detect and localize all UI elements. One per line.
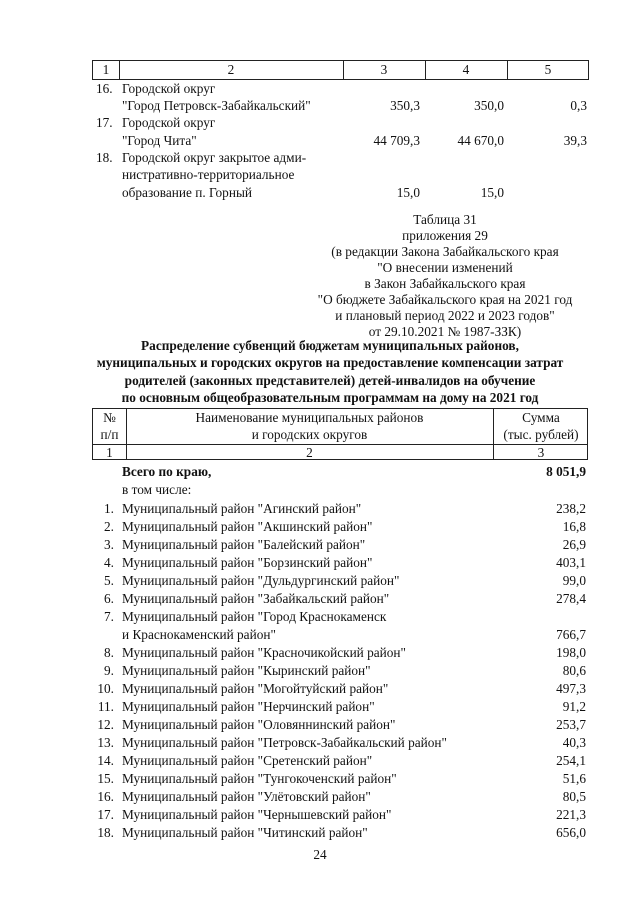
top-header-c2: 2 bbox=[227, 62, 235, 77]
row-name: Муниципальный район "Читинский район" bbox=[122, 825, 368, 840]
row-name: Муниципальный район "Город Краснокаменск bbox=[122, 609, 387, 624]
row-name: Муниципальный район "Оловяннинский район" bbox=[122, 717, 396, 732]
row-name-line: образование п. Горный bbox=[122, 185, 252, 200]
row-number: 18. bbox=[97, 825, 114, 840]
main-table-header bbox=[92, 408, 588, 460]
row-value: 403,1 bbox=[556, 555, 586, 570]
title-line: по основным общеобразовательным программам на дому на 2021 год bbox=[121, 390, 539, 405]
row-name-line: Городской округ закрытое адми- bbox=[122, 150, 307, 165]
row-name: Муниципальный район "Борзинский район" bbox=[122, 555, 373, 570]
row-number: 12. bbox=[97, 717, 114, 732]
row-name: Муниципальный район "Кыринский район" bbox=[122, 663, 371, 678]
index-c2: 2 bbox=[306, 445, 313, 460]
annex-line: и плановый период 2022 и 2023 годов" bbox=[335, 308, 555, 323]
row-name: и Краснокаменский район" bbox=[122, 627, 276, 642]
row-name: Муниципальный район "Дульдургинский район" bbox=[122, 573, 400, 588]
annex-line: "О бюджете Забайкальского края на 2021 год bbox=[317, 292, 573, 307]
row-name: Муниципальный район "Чернышевский район" bbox=[122, 807, 392, 822]
index-c1: 1 bbox=[106, 445, 113, 460]
row-value: 80,5 bbox=[562, 789, 586, 804]
row-number: 1. bbox=[104, 501, 114, 516]
row-number: 2. bbox=[104, 519, 114, 534]
row-name: Муниципальный район "Улётовский район" bbox=[122, 789, 371, 804]
top-header-c5: 5 bbox=[544, 62, 552, 77]
row-value: 40,3 bbox=[562, 735, 586, 750]
annex-line: (в редакции Закона Забайкальского края bbox=[331, 244, 559, 259]
row-number: 7. bbox=[104, 609, 114, 624]
page-number: 24 bbox=[313, 847, 327, 862]
row-name: Муниципальный район "Нерчинский район" bbox=[122, 699, 375, 714]
row-name-line: "Город Петровск-Забайкальский" bbox=[122, 98, 311, 113]
row-number: 18. bbox=[96, 150, 113, 165]
row-name: Муниципальный район "Тунгокоченский район" bbox=[122, 771, 397, 786]
title-line: родителей (законных представителей) детей-инвалидов на обучение bbox=[124, 373, 536, 388]
row-value: 198,0 bbox=[556, 645, 586, 660]
annex-line: в Закон Забайкальского края bbox=[364, 276, 526, 291]
row-number: 8. bbox=[104, 645, 114, 660]
header-sum-line: (тыс. рублей) bbox=[503, 427, 579, 442]
row-value: 656,0 bbox=[556, 825, 586, 840]
row-number: 4. bbox=[104, 555, 114, 570]
row-number: 17. bbox=[96, 115, 113, 130]
row-value: 254,1 bbox=[556, 753, 586, 768]
row-name: Муниципальный район "Могойтуйский район" bbox=[122, 681, 389, 696]
top-header-c1: 1 bbox=[102, 62, 110, 77]
row-name: Муниципальный район "Балейский район" bbox=[122, 537, 366, 552]
row-value: 99,0 bbox=[562, 573, 586, 588]
row-name: Муниципальный район "Красночикойский район" bbox=[122, 645, 406, 660]
title-line: Распределение субвенций бюджетам муниципальных районов, bbox=[141, 338, 519, 353]
row-number: 6. bbox=[104, 591, 114, 606]
row-number: 3. bbox=[104, 537, 114, 552]
row-value-c3: 350,3 bbox=[390, 98, 420, 113]
header-name-line: и городских округов bbox=[251, 427, 368, 442]
row-number: 10. bbox=[97, 681, 114, 696]
top-header-c3: 3 bbox=[380, 62, 388, 77]
row-value: 80,6 bbox=[562, 663, 586, 678]
row-name-line: нистративно-территориальное bbox=[122, 167, 295, 182]
row-value-c5: 39,3 bbox=[563, 133, 587, 148]
row-number: 9. bbox=[104, 663, 114, 678]
row-value-c4: 15,0 bbox=[480, 185, 504, 200]
row-value-c4: 44 670,0 bbox=[457, 133, 504, 148]
row-value: 26,9 bbox=[562, 537, 586, 552]
row-name-line: Городской округ bbox=[122, 81, 216, 96]
annex-line: Таблица 31 bbox=[413, 212, 477, 227]
annex-line: "О внесении изменений bbox=[377, 260, 513, 275]
row-number: 16. bbox=[97, 789, 114, 804]
row-number: 16. bbox=[96, 81, 113, 96]
row-value-c3: 44 709,3 bbox=[373, 133, 420, 148]
row-value: 51,6 bbox=[562, 771, 586, 786]
header-name-line: Наименование муниципальных районов bbox=[195, 410, 424, 425]
annex-line: приложения 29 bbox=[402, 228, 488, 243]
row-number: 15. bbox=[97, 771, 114, 786]
row-value: 221,3 bbox=[556, 807, 586, 822]
top-header-c4: 4 bbox=[462, 62, 470, 77]
header-num-line: № bbox=[103, 410, 116, 425]
index-c3: 3 bbox=[537, 445, 545, 460]
row-name-line: "Город Чита" bbox=[122, 133, 197, 148]
row-name: Муниципальный район "Акшинский район" bbox=[122, 519, 373, 534]
row-value-c4: 350,0 bbox=[474, 98, 504, 113]
row-number: 17. bbox=[97, 807, 114, 822]
row-value: 497,3 bbox=[556, 681, 586, 696]
top-table-header bbox=[92, 60, 589, 80]
header-sum-line: Сумма bbox=[522, 410, 560, 425]
row-number: 14. bbox=[97, 753, 114, 768]
row-value-c3: 15,0 bbox=[396, 185, 420, 200]
row-name: Муниципальный район "Агинский район" bbox=[122, 501, 362, 516]
row-name: Муниципальный район "Забайкальский район" bbox=[122, 591, 390, 606]
row-value: 253,7 bbox=[556, 717, 586, 732]
including-label: в том числе: bbox=[122, 482, 192, 497]
row-value: 91,2 bbox=[562, 699, 586, 714]
row-value-c5: 0,3 bbox=[570, 98, 587, 113]
row-number: 13. bbox=[97, 735, 114, 750]
row-name: Муниципальный район "Петровск-Забайкальский район" bbox=[122, 735, 447, 750]
row-name: Муниципальный район "Сретенский район" bbox=[122, 753, 373, 768]
row-value: 16,8 bbox=[562, 519, 586, 534]
row-number: 5. bbox=[104, 573, 114, 588]
title-line: муниципальных и городских округов на предоставление компенсации затрат bbox=[96, 355, 564, 370]
total-label: Всего по краю, bbox=[122, 464, 212, 479]
annex-line: от 29.10.2021 № 1987-ЗЗК) bbox=[368, 324, 522, 339]
row-value: 766,7 bbox=[556, 627, 586, 642]
row-number: 11. bbox=[97, 699, 114, 714]
header-num-line: п/п bbox=[100, 427, 119, 442]
total-value: 8 051,9 bbox=[546, 464, 586, 479]
row-value: 278,4 bbox=[556, 591, 586, 606]
row-value: 238,2 bbox=[556, 501, 586, 516]
row-name-line: Городской округ bbox=[122, 115, 216, 130]
